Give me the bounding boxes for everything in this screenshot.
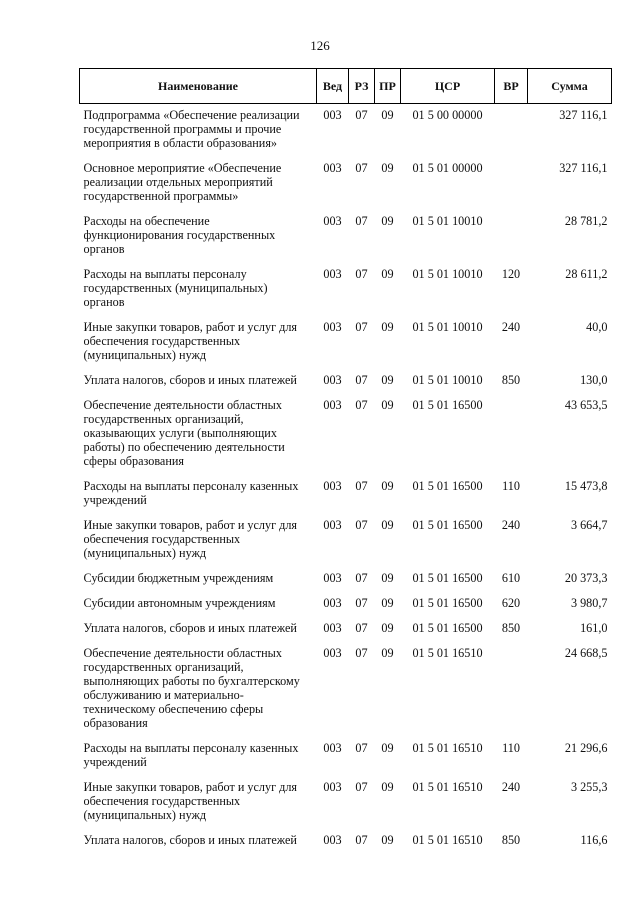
cell-name: Обеспечение деятельности областных государственных организаций, выполняющих работы по бухгалтерскому обслуживанию и материально-техническому обеспечению сферы образования xyxy=(83,646,300,730)
cell-rz: 07 xyxy=(355,108,368,122)
cell-csr: 01 5 01 10010 xyxy=(412,267,483,281)
cell-ved: 003 xyxy=(323,646,342,660)
cell-ved: 003 xyxy=(323,320,342,334)
cell-csr: 01 5 01 10010 xyxy=(412,320,483,334)
cell-pr: 09 xyxy=(381,621,394,635)
table-row xyxy=(80,567,612,592)
table-row xyxy=(80,737,612,776)
cell-pr: 09 xyxy=(381,596,394,610)
cell-name: Уплата налогов, сборов и иных платежей xyxy=(83,621,297,635)
cell-vr: 110 xyxy=(502,479,520,493)
cell-sum: 130,0 xyxy=(580,373,608,387)
cell-sum: 24 668,5 xyxy=(564,646,608,660)
header-ved: Вед xyxy=(317,69,349,104)
cell-rz: 07 xyxy=(355,780,368,794)
cell-ved: 003 xyxy=(323,780,342,794)
header-rz: РЗ xyxy=(349,69,375,104)
cell-pr: 09 xyxy=(381,161,394,175)
cell-rz: 07 xyxy=(355,214,368,228)
cell-pr: 09 xyxy=(381,518,394,532)
cell-csr: 01 5 01 16510 xyxy=(412,780,483,794)
cell-pr: 09 xyxy=(381,479,394,493)
cell-sum: 40,0 xyxy=(586,320,608,334)
table-row xyxy=(80,369,612,394)
cell-pr: 09 xyxy=(381,320,394,334)
header-csr: ЦСР xyxy=(401,69,495,104)
budget-table xyxy=(79,68,612,854)
cell-name: Подпрограмма «Обеспечение реализации государственной программы и прочие мероприятия в области образования» xyxy=(83,108,300,150)
cell-vr: 240 xyxy=(501,518,521,532)
cell-name: Расходы на выплаты персоналу казенных учреждений xyxy=(83,741,299,769)
cell-rz: 07 xyxy=(355,833,368,847)
table-body xyxy=(80,104,612,855)
header-name: Наименование xyxy=(80,69,317,104)
cell-sum: 327 116,1 xyxy=(559,108,608,122)
cell-csr: 01 5 01 00000 xyxy=(412,161,483,175)
cell-sum: 161,0 xyxy=(580,621,608,635)
cell-vr xyxy=(495,157,528,210)
cell-rz: 07 xyxy=(355,646,368,660)
header-vr: ВР xyxy=(495,69,528,104)
cell-ved: 003 xyxy=(323,596,342,610)
cell-rz: 07 xyxy=(355,741,368,755)
cell-ved: 003 xyxy=(323,398,342,412)
cell-csr: 01 5 01 16500 xyxy=(412,621,483,635)
cell-vr: 850 xyxy=(501,833,521,847)
cell-rz: 07 xyxy=(355,596,368,610)
cell-ved: 003 xyxy=(323,373,342,387)
table-row xyxy=(80,104,612,158)
header-row xyxy=(80,69,612,104)
cell-ved: 003 xyxy=(323,214,342,228)
cell-csr: 01 5 01 16500 xyxy=(412,571,483,585)
cell-ved: 003 xyxy=(323,741,342,755)
cell-name: Основное мероприятие «Обеспечение реализации отдельных мероприятий государственной программы» xyxy=(83,161,282,203)
cell-csr: 01 5 01 16500 xyxy=(412,518,483,532)
cell-rz: 07 xyxy=(355,518,368,532)
table-row xyxy=(80,514,612,567)
header-sum: Сумма xyxy=(528,69,612,104)
cell-ved: 003 xyxy=(323,108,342,122)
table-row xyxy=(80,210,612,263)
cell-csr: 01 5 01 16500 xyxy=(412,596,483,610)
cell-sum: 327 116,1 xyxy=(559,161,608,175)
cell-name: Иные закупки товаров, работ и услуг для обеспечения государственных (муниципальных) нужд xyxy=(83,518,298,560)
cell-vr xyxy=(495,642,528,737)
cell-sum: 116,6 xyxy=(580,833,608,847)
table-row xyxy=(80,642,612,737)
cell-name: Обеспечение деятельности областных государственных организаций, оказывающих услуги (выполняющих работы) по обеспечению деятельности сферы образования xyxy=(83,398,285,468)
cell-sum: 3 980,7 xyxy=(570,596,608,610)
cell-csr: 01 5 01 10010 xyxy=(412,373,483,387)
cell-pr: 09 xyxy=(381,741,394,755)
cell-ved: 003 xyxy=(323,479,342,493)
table-row xyxy=(80,592,612,617)
table-row xyxy=(80,394,612,475)
cell-pr: 09 xyxy=(381,108,394,122)
cell-name: Иные закупки товаров, работ и услуг для обеспечения государственных (муниципальных) нужд xyxy=(83,320,298,362)
cell-sum: 43 653,5 xyxy=(564,398,608,412)
cell-pr: 09 xyxy=(381,780,394,794)
cell-sum: 28 611,2 xyxy=(565,267,608,281)
cell-sum: 3 664,7 xyxy=(570,518,608,532)
cell-csr: 01 5 01 10010 xyxy=(412,214,483,228)
cell-csr: 01 5 00 00000 xyxy=(412,108,483,122)
cell-vr: 620 xyxy=(501,596,521,610)
cell-sum: 28 781,2 xyxy=(564,214,608,228)
cell-csr: 01 5 01 16510 xyxy=(412,833,483,847)
header-pr: ПР xyxy=(375,69,401,104)
cell-rz: 07 xyxy=(355,267,368,281)
cell-vr xyxy=(495,104,528,158)
cell-ved: 003 xyxy=(323,267,342,281)
cell-pr: 09 xyxy=(381,833,394,847)
table-row xyxy=(80,776,612,829)
table-row xyxy=(80,475,612,514)
cell-vr: 240 xyxy=(501,320,521,334)
cell-ved: 003 xyxy=(323,518,342,532)
cell-pr: 09 xyxy=(381,214,394,228)
cell-name: Уплата налогов, сборов и иных платежей xyxy=(83,373,297,387)
cell-csr: 01 5 01 16510 xyxy=(412,646,483,660)
cell-name: Субсидии автономным учреждениям xyxy=(83,596,276,610)
cell-sum: 20 373,3 xyxy=(564,571,608,585)
table-row xyxy=(80,829,612,854)
cell-name: Субсидии бюджетным учреждениям xyxy=(83,571,274,585)
cell-rz: 07 xyxy=(355,373,368,387)
cell-sum: 21 296,6 xyxy=(564,741,608,755)
table-row xyxy=(80,157,612,210)
cell-rz: 07 xyxy=(355,320,368,334)
cell-vr: 120 xyxy=(501,267,521,281)
cell-pr: 09 xyxy=(381,646,394,660)
cell-vr xyxy=(495,394,528,475)
cell-pr: 09 xyxy=(381,571,394,585)
cell-vr xyxy=(495,210,528,263)
cell-rz: 07 xyxy=(355,161,368,175)
cell-ved: 003 xyxy=(323,571,342,585)
cell-vr: 850 xyxy=(501,621,521,635)
cell-sum: 3 255,3 xyxy=(570,780,608,794)
cell-rz: 07 xyxy=(355,398,368,412)
table-row xyxy=(80,263,612,316)
cell-ved: 003 xyxy=(323,621,342,635)
cell-name: Расходы на выплаты персоналу казенных учреждений xyxy=(83,479,299,507)
cell-csr: 01 5 01 16510 xyxy=(412,741,483,755)
cell-rz: 07 xyxy=(355,621,368,635)
cell-sum: 15 473,8 xyxy=(564,479,608,493)
cell-csr: 01 5 01 16500 xyxy=(412,479,483,493)
cell-vr: 240 xyxy=(501,780,521,794)
cell-pr: 09 xyxy=(381,398,394,412)
cell-rz: 07 xyxy=(355,479,368,493)
page-number: 126 xyxy=(310,38,330,53)
cell-csr: 01 5 01 16500 xyxy=(412,398,483,412)
cell-name: Расходы на обеспечение функционирования государственных органов xyxy=(83,214,276,256)
cell-rz: 07 xyxy=(355,571,368,585)
cell-name: Уплата налогов, сборов и иных платежей xyxy=(83,833,297,847)
cell-vr: 110 xyxy=(502,741,520,755)
table-row xyxy=(80,617,612,642)
cell-vr: 610 xyxy=(501,571,521,585)
cell-vr: 850 xyxy=(501,373,521,387)
cell-ved: 003 xyxy=(323,161,342,175)
cell-name: Иные закупки товаров, работ и услуг для обеспечения государственных (муниципальных) нужд xyxy=(83,780,298,822)
cell-pr: 09 xyxy=(381,267,394,281)
cell-ved: 003 xyxy=(323,833,342,847)
table-row xyxy=(80,316,612,369)
cell-pr: 09 xyxy=(381,373,394,387)
cell-name: Расходы на выплаты персоналу государственных (муниципальных) органов xyxy=(83,267,268,309)
